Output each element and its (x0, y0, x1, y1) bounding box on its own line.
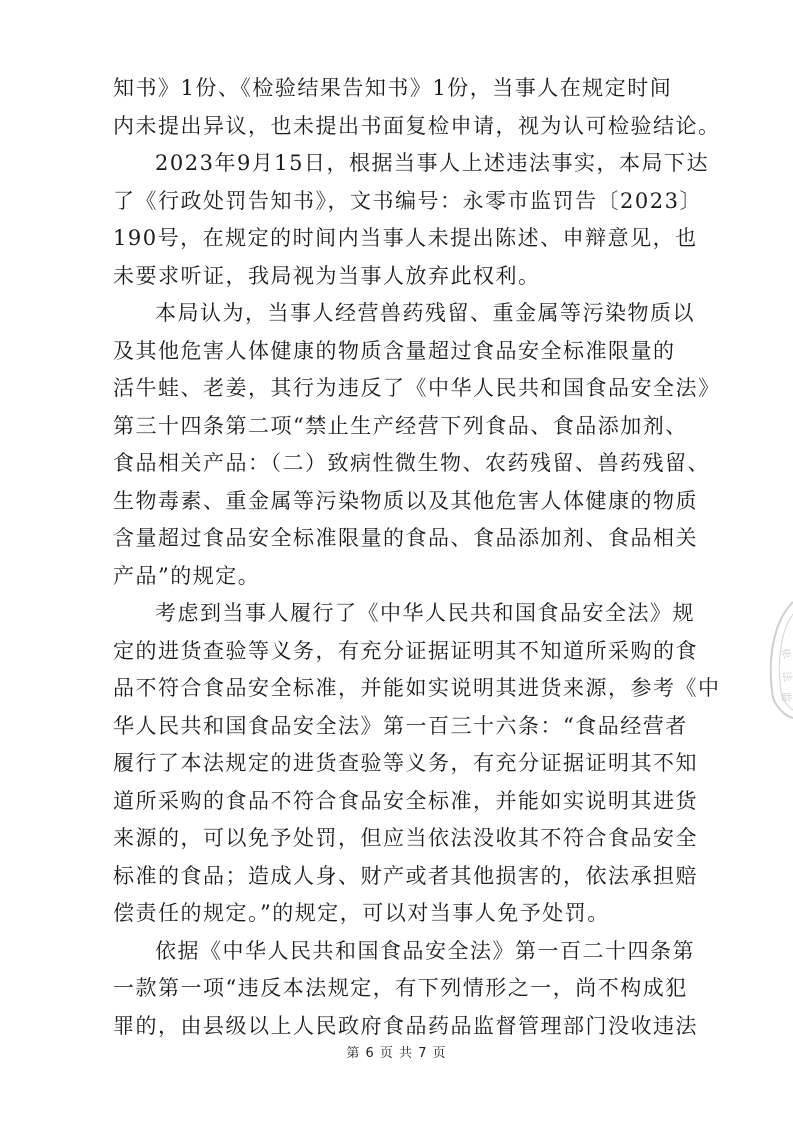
text-line: 未要求听证，我局视为当事人放弃此权利。 (113, 263, 541, 288)
text-line: 考虑到当事人履行了《中华人民共和国食品安全法》规 (155, 601, 695, 625)
text-line: 履行了本法规定的进货查验等义务，有充分证据证明其不知 (113, 751, 698, 775)
text-line: 知书》1份、《检验结果告知书》1份，当事人在规定时间 (113, 76, 673, 100)
text-line: 产品”的规定。 (113, 563, 261, 588)
text-line: 含量超过食品安全标准限量的食品、食品添加剂、食品相关 (113, 526, 698, 550)
text-line: 品不符合食品安全标准，并能如实说明其进货来源，参考《中 (113, 676, 721, 700)
text-line: 标准的食品；造成人身、财产或者其他损害的，依法承担赔 (113, 863, 698, 888)
text-line: 第三十四条第二项“禁止生产经营下列食品、食品添加剂、 (113, 413, 688, 438)
text-line: 来源的，可以免予处罚，但应当依法没收其不符合食品安全 (113, 826, 698, 850)
text-line: 偿责任的规定。”的规定，可以对当事人免予处罚。 (113, 901, 610, 925)
text-line: 生物毒素、重金属等污染物质以及其他危害人体健康的物质 (113, 488, 698, 513)
text-line: 食品相关产品：（二）致病性微生物、农药残留、兽药残留、 (113, 451, 710, 475)
text-line: 道所采购的食品不符合食品安全标准，并能如实说明其进货 (113, 788, 698, 813)
svg-text:法: 法 (780, 670, 793, 683)
text-line: 定的进货查验等义务，有充分证据证明其不知道所采购的食 (113, 638, 698, 663)
text-line: 内未提出异议，也未提出书面复检申请，视为认可检验结论。 (113, 113, 721, 138)
text-line: 190号，在规定的时间内当事人未提出陈述、申辩意见，也 (113, 226, 698, 250)
svg-text:依: 依 (778, 647, 792, 661)
seal-stamp-edge (759, 600, 793, 720)
text-line: 2023年9月15日，根据当事人上述违法事实，本局下达 (155, 151, 710, 175)
text-line: 及其他危害人体健康的物质含量超过食品安全标准限量的 (113, 338, 676, 363)
text-line: 活牛蛙、老姜，其行为违反了《中华人民共和国食品安全法》 (113, 376, 721, 400)
text-line: 本局认为，当事人经营兽药残留、重金属等污染物质以 (155, 301, 695, 325)
text-line: 了《行政处罚告知书》，文书编号：永零市监罚告〔2023〕 (113, 188, 702, 213)
text-line: 一款第一项“违反本法规定，有下列情形之一，尚不构成犯 (113, 976, 688, 1000)
page-footer: 第 6 页 共 7 页 (346, 1046, 447, 1061)
text-line: 华人民共和国食品安全法》第一百三十六条：“食品经营者 (113, 713, 688, 738)
svg-text:监: 监 (780, 692, 791, 702)
text-line: 依据《中华人民共和国食品安全法》第一百二十四条第 (155, 938, 695, 963)
text-line: 罪的，由县级以上人民政府食品药品监督管理部门没收违法 (113, 1013, 698, 1038)
document-body (113, 70, 721, 1045)
